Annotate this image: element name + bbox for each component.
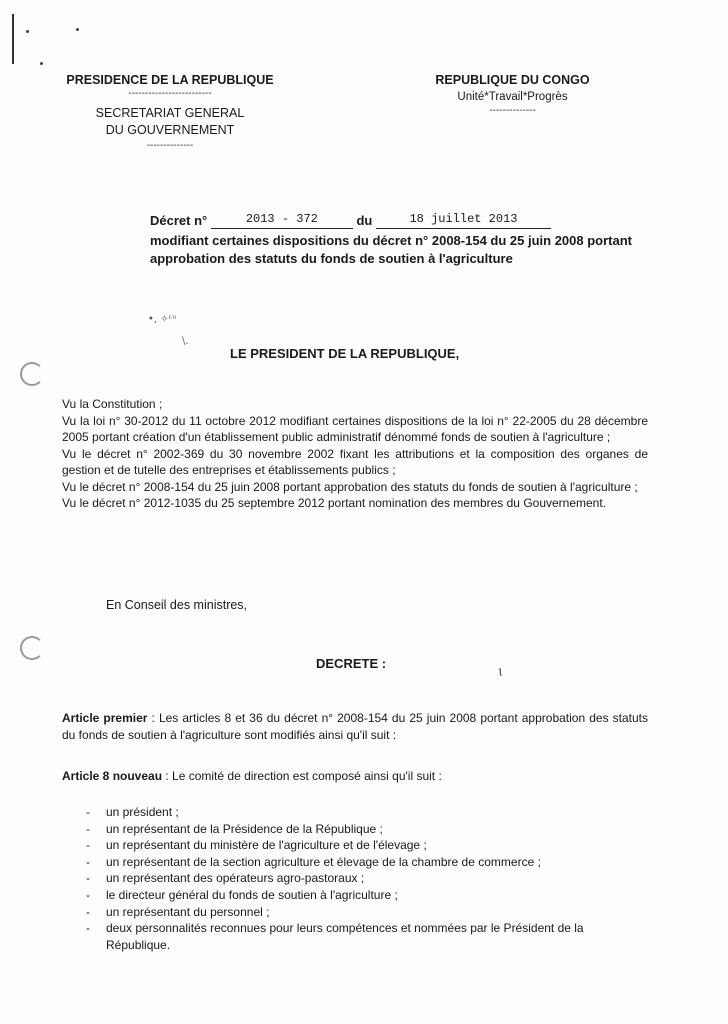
article-premier: [62, 710, 648, 743]
decree-du: du: [356, 213, 373, 228]
list-item: - un représentant du personnel ;: [86, 904, 646, 921]
punch-hole-mark: [20, 362, 44, 386]
list-item: - un représentant de la section agriculture et élevage de la chambre de commerce ;: [86, 854, 646, 871]
committee-members-list: [86, 804, 646, 953]
scan-artifact: \.: [182, 336, 189, 347]
handwritten-mark: ɩ: [498, 664, 504, 680]
scan-artifact: •, ✧ᶫᵘ: [148, 314, 177, 325]
republique-title: REPUBLIQUE DU CONGO: [435, 73, 590, 87]
scan-speck: [26, 30, 29, 33]
national-motto: Unité*Travail*Progrès: [457, 91, 568, 103]
article-text: : Le comité de direction est composé ainsi qu'il suit :: [162, 769, 442, 783]
visa-item: Vu la loi n° 30-2012 du 11 octobre 2012 modifiant certaines dispositions de la loi n° 22-2005 du 28 décembre 2005 portant création d'un établissement public administratif dénommé fonds de soutien à l'agriculture ;: [62, 413, 648, 444]
visa-item: Vu le décret n° 2012-1035 du 25 septembre 2012 portant nomination des membres du Gouvernement.: [62, 496, 607, 510]
president-heading: LE PRESIDENT DE LA REPUBLIQUE,: [230, 346, 460, 361]
article-text: : Les articles 8 et 36 du décret n° 2008-154 du 25 juin 2008 portant approbation des statuts du fonds de soutien à l'agriculture sont modifiés ainsi qu'il suit :: [62, 711, 648, 742]
header-right: [420, 72, 605, 116]
presidence-title: PRESIDENCE DE LA REPUBLIQUE: [66, 73, 274, 87]
scan-speck: [76, 28, 79, 31]
punch-hole-mark: [20, 636, 44, 660]
scan-speck: [40, 62, 43, 65]
decrete-heading: DECRETE :: [316, 656, 387, 671]
decree-date: 18 juillet 2013: [376, 210, 551, 229]
decree-number: 2013 - 372: [211, 210, 353, 229]
article-8: [62, 768, 648, 785]
header-divider: -------------------------: [128, 88, 212, 99]
article-label: Article premier: [62, 711, 148, 725]
article-label: Article 8 nouveau: [62, 769, 163, 783]
visa-item: Vu le décret n° 2008-154 du 25 juin 2008 portant approbation des statuts du fonds de soutien à l'agriculture ;: [62, 479, 638, 494]
secretariat-title: SECRETARIAT GENERAL: [95, 106, 245, 120]
list-item: - un représentant de la Présidence de la République ;: [86, 821, 646, 838]
visas-section: [62, 396, 648, 512]
visa-item: Vu la Constitution ;: [62, 397, 163, 411]
list-item: - le directeur général du fonds de soutien à l'agriculture ;: [86, 887, 646, 904]
header-divider: --------------: [489, 105, 536, 116]
conseil-line: En Conseil des ministres,: [106, 598, 248, 612]
decree-title-block: [150, 212, 650, 268]
visa-item: Vu le décret n° 2002-369 du 30 novembre 2002 fixant les attributions et la composition des organes de gestion et de tutelle des entreprises et établissements publics ;: [62, 446, 648, 477]
header-left: [50, 72, 290, 151]
list-item: - un président ;: [86, 804, 646, 821]
margin-mark: [12, 14, 14, 64]
gouvernement-title: DU GOUVERNEMENT: [105, 123, 235, 137]
list-item: - deux personnalités reconnues pour leurs compétences et nommées par le Président de la République.: [86, 920, 646, 953]
decree-subject: modifiant certaines dispositions du décret n° 2008-154 du 25 juin 2008 portant approbation des statuts du fonds de soutien à l'agriculture: [150, 233, 632, 266]
list-item: - un représentant du ministère de l'agriculture et de l'élevage ;: [86, 837, 646, 854]
decree-prefix: Décret n°: [150, 213, 208, 228]
header-divider: --------------: [146, 140, 194, 151]
list-item: - un représentant des opérateurs agro-pastoraux ;: [86, 870, 646, 887]
